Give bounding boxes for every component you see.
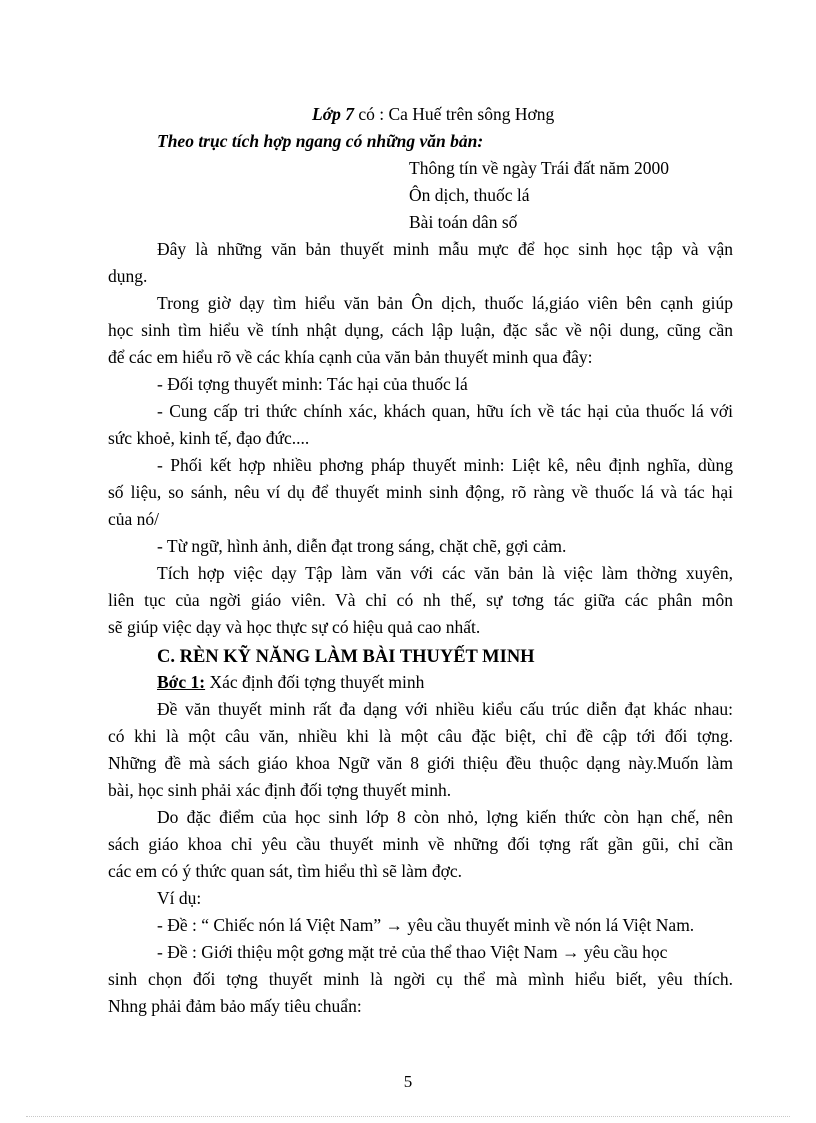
line-text-title-2: Ôn dịch, thuốc lá — [409, 185, 530, 205]
page-number: 5 — [403, 1072, 413, 1091]
paragraph-line: Trong giờ dạy tìm hiểu văn bản Ôn dịch, thuốc lá,giáo viên bên cạnh giúp — [157, 293, 733, 313]
bullet-line: - Đối tợng thuyết minh: Tác hại của thuốc lá — [157, 374, 468, 394]
paragraph-line: sinh chọn đối tợng thuyết minh là ngời cụ thể mà mình hiểu biết, yêu thích. — [108, 969, 733, 989]
grade-label: Lớp 7 — [312, 104, 354, 124]
arrow-icon: → — [561, 942, 580, 962]
example-line: - Đề : Giới thiệu một gơng mặt trẻ của thể thao Việt Nam → yêu cầu học — [157, 942, 668, 962]
line-integration-heading: Theo trục tích hợp ngang có những văn bản: — [157, 131, 484, 151]
bullet-line: - Cung cấp tri thức chính xác, khách quan, hữu ích về tác hại của thuốc lá với — [157, 401, 733, 421]
step-label: Bớc 1: — [157, 672, 206, 692]
section-heading: C. RÈN KỸ NĂNG LÀM BÀI THUYẾT MINH — [157, 647, 535, 667]
paragraph-line: Những đề mà sách giáo khoa Ngữ văn 8 giới thiệu đều thuộc dạng này.Muốn làm — [108, 753, 733, 773]
line-text-title-1: Thông tín về ngày Trái đất năm 2000 — [409, 158, 670, 178]
paragraph-line: Tích hợp việc dạy Tập làm văn với các văn bản là việc làm thờng xuyên, — [157, 563, 733, 583]
paragraph-line: sách giáo khoa chỉ yêu cầu thuyết minh về những đối tợng rất gần gũi, chỉ cần — [108, 834, 733, 854]
bullet-line: của nó/ — [108, 509, 160, 529]
paragraph-line: có khi là một câu văn, nhiều khi là một câu đặc biệt, chỉ đề cập tới đối tợng. — [108, 726, 733, 746]
bullet-line: - Phối kết hợp nhiều phơng pháp thuyết minh: Liệt kê, nêu định nghĩa, dùng — [157, 455, 733, 475]
line-grade7: Lớp 7 có : Ca Huế trên sông Hơng — [312, 104, 555, 124]
paragraph-line: liên tục của ngời giáo viên. Và chỉ có nh thế, sự tơng tác giữa các phân môn — [108, 590, 733, 610]
bullet-line: sức khoẻ, kinh tế, đạo đức.... — [108, 428, 310, 448]
bullet-line: số liệu, so sánh, nêu ví dụ để thuyết minh sinh động, rõ ràng về thuốc lá và tác hại — [108, 482, 733, 502]
paragraph-line: Nhng phải đảm bảo mấy tiêu chuẩn: — [108, 996, 362, 1016]
paragraph-line: để các em hiểu rõ về các khía cạnh của văn bản thuyết minh qua đây: — [108, 347, 593, 367]
paragraph-line: dụng. — [108, 266, 148, 286]
bullet-line: - Từ ngữ, hình ảnh, diễn đạt trong sáng, chặt chẽ, gợi cảm. — [157, 536, 567, 556]
arrow-icon: → — [385, 915, 403, 935]
step-heading: Bớc 1: Xác định đối tợng thuyết minh — [157, 672, 425, 692]
line-text-title-3: Bài toán dân số — [409, 212, 518, 232]
paragraph-line: các em có ý thức quan sát, tìm hiểu thì sẽ làm đợc. — [108, 861, 463, 881]
paragraph-line: sẽ giúp việc dạy và học thực sự có hiệu quả cao nhất. — [108, 617, 481, 637]
paragraph-line: Đề văn thuyết minh rất đa dạng với nhiều kiểu cấu trúc diễn đạt khác nhau: — [157, 699, 733, 719]
example-line: - Đề : “ Chiếc nón lá Việt Nam” → yêu cầu thuyết minh về nón lá Việt Nam. — [157, 915, 695, 935]
paragraph-line: học sinh tìm hiểu về tính nhật dụng, cách lập luận, đặc sắc về nội dung, cũng cần — [108, 320, 733, 340]
example-label: Ví dụ: — [157, 888, 202, 908]
page-bottom-border — [26, 1116, 790, 1117]
paragraph-line: Đây là những văn bản thuyết minh mẫu mực để học sinh học tập và vận — [157, 239, 733, 259]
paragraph-line: Do đặc điểm của học sinh lớp 8 còn nhỏ, lợng kiến thức còn hạn chế, nên — [157, 807, 733, 827]
paragraph-line: bài, học sinh phải xác định đối tợng thuyết minh. — [108, 780, 452, 800]
